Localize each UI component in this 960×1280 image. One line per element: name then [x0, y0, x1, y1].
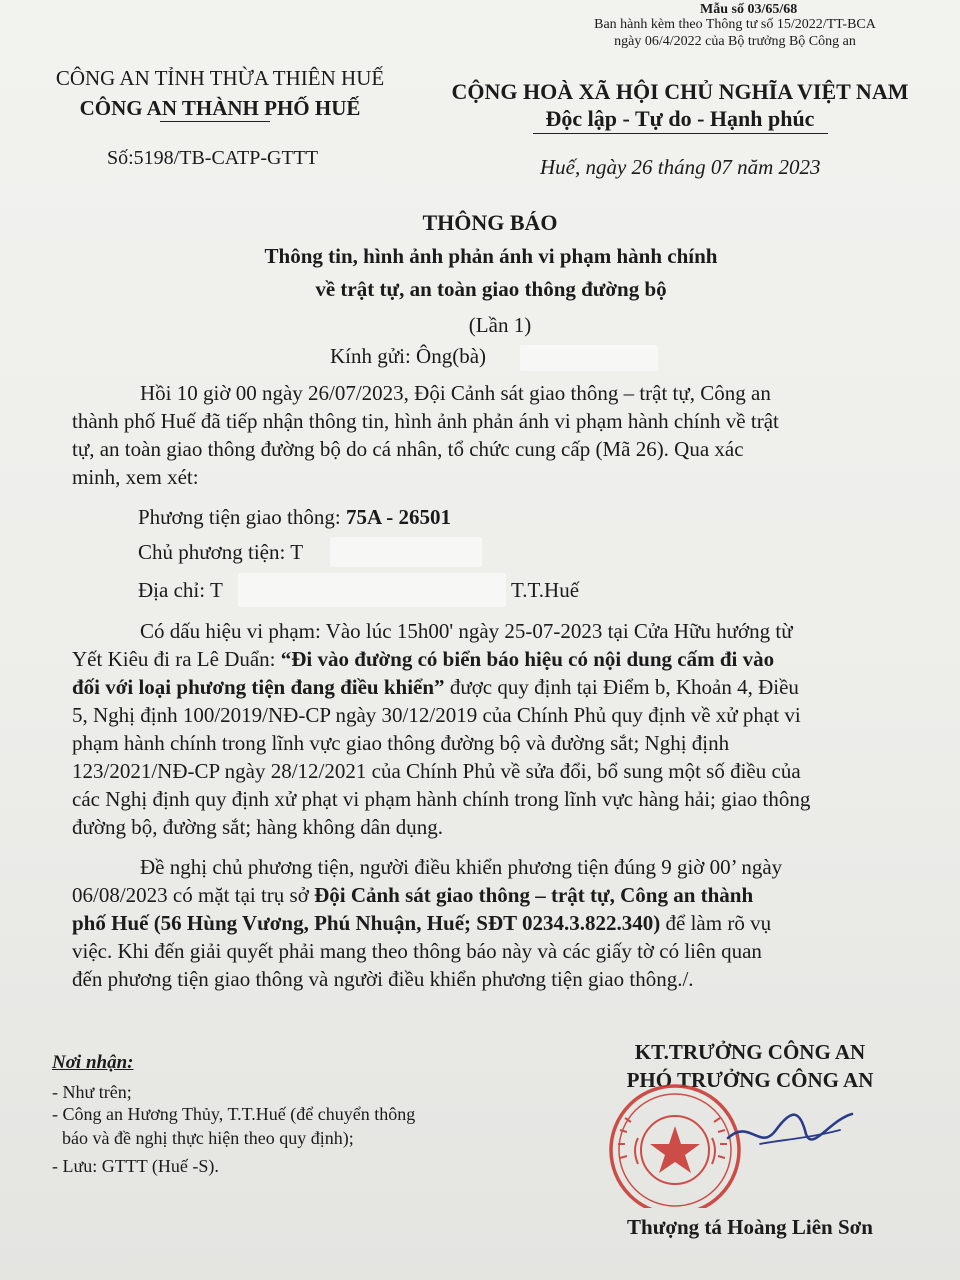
violation-line: Có dấu hiệu vi phạm: Vào lúc 15h00' ngày 25-07-2023 tại Cửa Hữu hướng từ — [140, 619, 793, 643]
violation-line: các Nghị định quy định xử phạt vi phạm hành chính trong lĩnh vực hàng hải; giao thông — [72, 787, 811, 811]
address-field — [138, 578, 223, 603]
document-subtitle-2: về trật tự, an toàn giao thông đường bộ — [315, 277, 667, 301]
signer-name: Thượng tá Hoàng Liên Sơn — [627, 1215, 873, 1239]
handwritten-signature-icon — [720, 1100, 860, 1160]
violation-line: 5, Nghị định 100/2019/NĐ-CP ngày 30/12/2019 của Chính Phủ quy định về xử phạt vi — [72, 703, 801, 727]
agency-underline — [160, 121, 270, 122]
paragraph-intro — [72, 379, 779, 491]
signature-authority: KT.TRƯỞNG CÔNG AN — [634, 1040, 866, 1064]
intro-line: tự, an toàn giao thông đường bộ do cá nhân, tổ chức cung cấp (Mã 26). Qua xác — [72, 437, 744, 461]
form-number: Mẫu số 03/65/68 — [700, 2, 798, 17]
vehicle-field — [138, 505, 451, 530]
violation-line: 123/2021/NĐ-CP ngày 28/12/2021 của Chính Phủ về sửa đổi, bổ sung một số điều của — [72, 759, 801, 783]
vehicle-plate: 75A - 26501 — [345, 505, 451, 529]
request-line: phố Huế (56 Hùng Vương, Phú Nhuận, Huế; SĐT 0234.3.822.340) để làm rõ vụ — [72, 911, 772, 935]
address-tail: T.T.Huế — [511, 578, 580, 602]
owner-field — [138, 540, 303, 565]
receiver-item: - Lưu: GTTT (Huế -S). — [52, 1156, 219, 1176]
redacted-address — [238, 573, 506, 607]
motto-underline — [533, 133, 828, 134]
owner-initial: T — [290, 540, 304, 564]
violation-line: đường bộ, đường sắt; hàng không dân dụng. — [72, 815, 444, 839]
document-title: THÔNG BÁO — [422, 210, 558, 235]
intro-line: thành phố Huế đã tiếp nhận thông tin, hình ảnh phản ánh vi phạm hành chính về trật — [72, 409, 779, 433]
intro-line: minh, xem xét: — [72, 465, 199, 489]
paragraph-violation — [72, 617, 810, 841]
receiver-item: - Như trên; — [52, 1082, 132, 1102]
request-line: đến phương tiện giao thông và người điều khiển phương tiện giao thông./. — [72, 967, 694, 991]
owner-label: Chủ phương tiện: — [138, 540, 291, 564]
address-initial: T — [209, 578, 223, 602]
receiver-item: báo và đề nghị thực hiện theo quy định); — [62, 1128, 354, 1148]
violation-line: Yết Kiêu đi ra Lê Duẩn: “Đi vào đường có biển báo hiệu có nội dung cấm đi vào — [72, 647, 775, 671]
request-line: việc. Khi đến giải quyết phải mang theo thông báo này và các giấy tờ có liên quan — [72, 939, 762, 963]
request-line: 06/08/2023 có mặt tại trụ sở Đội Cảnh sát giao thông – trật tự, Công an thành — [72, 883, 754, 907]
signature-position: PHÓ TRƯỞNG CÔNG AN — [626, 1068, 874, 1092]
receiver-item: - Công an Hương Thủy, T.T.Huế (để chuyển thông — [52, 1104, 416, 1124]
parent-agency: CÔNG AN TỈNH THỪA THIÊN HUẾ — [55, 66, 385, 90]
place-and-date: Huế, ngày 26 tháng 07 năm 2023 — [540, 155, 821, 179]
redacted-recipient-name — [520, 345, 658, 371]
notice-times: (Lần 1) — [468, 313, 532, 337]
document-number: Số:5198/TB-CATP-GTTT — [107, 147, 319, 169]
intro-line: Hồi 10 giờ 00 ngày 26/07/2023, Đội Cảnh sát giao thông – trật tự, Công an — [140, 381, 771, 405]
national-motto: Độc lập - Tự do - Hạnh phúc — [545, 106, 815, 131]
violation-line: đối với loại phương tiện đang điều khiển” được quy định tại Điểm b, Khoản 4, Điều — [72, 675, 799, 699]
document-subtitle-1: Thông tin, hình ảnh phản ánh vi phạm hành chính — [264, 244, 718, 268]
redacted-owner-name — [330, 537, 482, 567]
form-issuance-line: Ban hành kèm theo Thông tư số 15/2022/TT-BCA — [594, 17, 876, 32]
country-name: CỘNG HOÀ XÃ HỘI CHỦ NGHĨA VIỆT NAM — [451, 79, 909, 104]
address-label: Địa chỉ: — [138, 578, 210, 602]
receivers-title: Nơi nhận: — [52, 1052, 134, 1073]
request-line: Đề nghị chủ phương tiện, người điều khiển phương tiện đúng 9 giờ 00’ ngày — [140, 855, 783, 879]
issuing-unit: CÔNG AN THÀNH PHỐ HUẾ — [79, 96, 361, 120]
form-issuance-date: ngày 06/4/2022 của Bộ trưởng Bộ Công an — [614, 34, 856, 49]
paragraph-request — [72, 853, 782, 993]
violation-line: phạm hành chính trong lĩnh vực giao thông đường bộ và đường sắt; Nghị định — [72, 731, 730, 755]
recipient-salutation: Kính gửi: Ông(bà) — [330, 344, 487, 368]
vehicle-label: Phương tiện giao thông: — [138, 505, 346, 529]
